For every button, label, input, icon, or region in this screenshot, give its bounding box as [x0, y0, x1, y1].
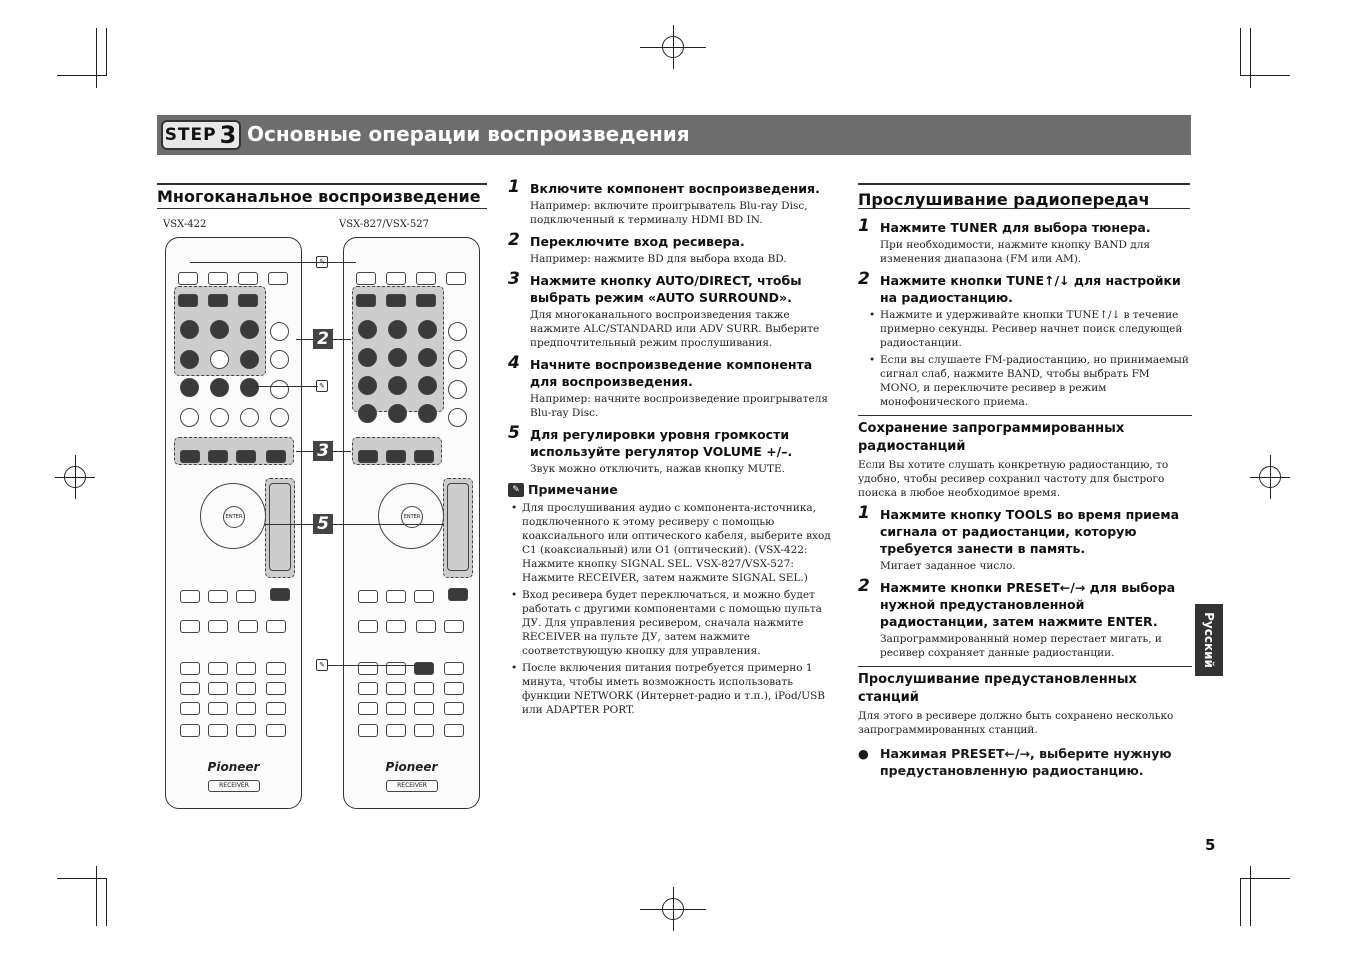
bd-button [180, 320, 199, 339]
ch-plus-button [444, 682, 464, 695]
ch-down-button [270, 350, 289, 369]
alc-standard-button [386, 450, 406, 463]
ch-minus-button [266, 702, 286, 715]
step-item [508, 177, 840, 227]
radio-heading: Прослушивание радиопередач [858, 190, 1150, 209]
note-item: • Для прослушивания аудио с компонента-источника, подключенного к этому ресиверу с помощью коаксиального или оптического кабеля, выберите вход C1 (коаксиальный) или O1 (оптический). (VSX-422: Нажмите кнопку SIGNAL SEL. VSX-827/VSX-527: Нажмите RECEIVER, затем нажмите SIGNAL SEL.) [508, 501, 840, 585]
step-item [508, 230, 840, 266]
step-word: STEP [164, 125, 217, 145]
crop-mark [673, 25, 674, 69]
dimmer-button [266, 724, 286, 737]
ch-plus-button [266, 682, 286, 695]
ch-minus-button [444, 702, 464, 715]
step-number: 2 [858, 269, 870, 289]
step-number: 1 [858, 503, 870, 523]
dvd-button [388, 348, 407, 367]
step-body: Например: нажмите BD для выбора входа BD. [530, 253, 787, 265]
language-tab [1195, 604, 1223, 676]
treble-down-button [416, 620, 436, 633]
tv-button [210, 378, 229, 397]
note-pen-icon: ✎ [316, 256, 328, 268]
step-body: Например: начните воспроизведение проигрывателя Blu-ray Disc. [530, 393, 829, 419]
transport-button [208, 590, 228, 603]
vol-up-button [448, 380, 467, 399]
accessed-button [180, 408, 199, 427]
volume-rocker [447, 483, 469, 571]
leader-line [264, 524, 444, 525]
crop-mark [1240, 75, 1290, 76]
transport-button [414, 590, 434, 603]
note-heading [508, 482, 840, 497]
step-item [858, 216, 1192, 266]
sleep-button [386, 272, 406, 285]
note-heading-label: Примечание [528, 482, 618, 497]
step-title: Нажмите кнопку TOOLS во время приема сигнала от радиостанции, которую требуется занести в память. [880, 507, 1180, 556]
adapter-button [418, 320, 437, 339]
phase-button [240, 408, 259, 427]
preset-intro: Если Вы хотите слушать конкретную радиостанцию, то удобно, чтобы ресивер сохранил частоту для быстрого поиска в любое необходимое время. [858, 459, 1169, 499]
input-select-left [208, 294, 228, 307]
step-title: Нажмите кнопки PRESET←/→ для выбора нужной предустановленной радиостанции, затем нажмите ENTER. [880, 580, 1176, 629]
bass-down-button [180, 620, 200, 633]
phase-button [386, 662, 406, 675]
crop-mark [57, 878, 107, 879]
section-rule [858, 183, 1190, 185]
vol-down-button [448, 408, 467, 427]
section-rule [157, 183, 487, 185]
receiver-power-button [178, 272, 198, 285]
remote-illustration-vsx422 [165, 237, 302, 809]
bass-down-button [358, 620, 378, 633]
step-body: При необходимости, нажмите кнопку BAND для изменения диапазона (FM или AM). [880, 239, 1151, 265]
num-0-button [386, 724, 406, 737]
step-item [508, 423, 840, 476]
sat-cbl-button [240, 350, 259, 369]
num-6-button [236, 682, 256, 695]
step-title: Нажмите кнопки TUNE↑/↓ для настройки на радиостанцию. [880, 273, 1181, 305]
vol-down-button [270, 408, 289, 427]
dvd-button [210, 320, 229, 339]
step-body: Звук можно отключить, нажав кнопку MUTE. [530, 463, 785, 475]
step-callout-5: 5 [313, 514, 333, 534]
step-callout-2: 2 [313, 329, 333, 349]
crop-mark [1270, 455, 1271, 499]
notes-list [508, 501, 840, 717]
listen-intro: Для этого в ресивере должно быть сохранено несколько запрограммированных станций. [858, 710, 1174, 736]
crop-mark [96, 866, 97, 926]
step-number: 3 [219, 121, 238, 149]
leader-line [328, 665, 418, 666]
note-item: • Нажмите и удерживайте кнопки TUNE↑/↓ в течение примерно секунды. Ресивер начнет поиск следующей радиостанции. [866, 308, 1192, 350]
num-7-button [180, 702, 200, 715]
preset-heading: Сохранение запрограммированных радиостанций [858, 421, 1125, 454]
ch-up-button [270, 322, 289, 341]
num-5-button [208, 682, 228, 695]
step-body: Запрограммированный номер перестает мигать, и ресивер сохраняет данные радиостанции. [880, 633, 1162, 659]
num-0-button [208, 724, 228, 737]
num-9-button [414, 702, 434, 715]
step-item [858, 269, 1192, 306]
s-retriever-button [210, 408, 229, 427]
sleep-button [208, 272, 228, 285]
disp-button [266, 662, 286, 675]
step-body: Мигает заданное число. [880, 560, 1016, 572]
step-item [508, 353, 840, 420]
note-pen-icon: ✎ [316, 380, 328, 392]
adv-surr-button [266, 450, 286, 463]
num-5-button [386, 682, 406, 695]
step-item [858, 503, 1192, 573]
direction-pad [378, 483, 444, 549]
cd-button [358, 404, 377, 423]
receiver-label: RECEIVER [208, 780, 260, 792]
bullet-icon: ● [858, 746, 869, 761]
step-item [858, 576, 1192, 660]
multichannel-heading: Многоканальное воспроизведение [157, 187, 481, 206]
signal-sel-button [240, 378, 259, 397]
note-item: • Если вы слушаете FM-радиостанцию, но принимаемый сигнал слаб, нажмите BAND, чтобы выбрать FM MONO, и переключите ресивер в режим монофонического приема. [866, 353, 1192, 409]
treble-down-button [238, 620, 258, 633]
pioneer-logo: Pioneer [207, 760, 260, 774]
note-item: • Вход ресивера будет переключаться, и можно будет работать с другими компонентами с помощью пульта ДУ. Для управления ресивером, сначала нажмите RECEIVER на пульте ДУ, затем нажмите соответствующую кнопку для управления. [508, 588, 840, 658]
language-label: Русский [1202, 612, 1216, 668]
step-body: Например: включите проигрыватель Blu-ray Disc, подключенный к терминалу HDMI BD IN. [530, 200, 808, 226]
crop-mark [57, 75, 107, 76]
header-banner [157, 115, 1191, 155]
bass-up-button [386, 620, 406, 633]
step-number: 2 [508, 230, 520, 250]
treble-up-button [444, 620, 464, 633]
receiver-button [178, 294, 198, 307]
step-number: 2 [858, 576, 870, 596]
step-title: Для регулировки уровня громкости используйте регулятор VOLUME +/–. [530, 427, 793, 459]
listen-step [858, 745, 1192, 779]
vol-up-button [270, 380, 289, 399]
clr-button [180, 724, 200, 737]
num-8-button [208, 702, 228, 715]
volume-rocker [269, 483, 291, 571]
mute-button [270, 588, 290, 601]
num-3-button [236, 662, 256, 675]
input-select-left [386, 294, 406, 307]
stereo-button [208, 450, 228, 463]
input-select-right [238, 294, 258, 307]
page-number: 5 [1205, 836, 1216, 854]
transport-button [358, 590, 378, 603]
tuner-button [180, 350, 199, 369]
section-rule [157, 208, 487, 209]
step-number: 1 [508, 177, 520, 197]
ipod-usb-button [388, 320, 407, 339]
crop-mark [75, 455, 76, 499]
video-button [418, 376, 437, 395]
pioneer-logo: Pioneer [385, 760, 438, 774]
step-number: 3 [508, 269, 520, 289]
playback-steps-column [508, 177, 840, 720]
tuner-button [418, 404, 437, 423]
step-number: 5 [508, 423, 520, 443]
transport-button [386, 590, 406, 603]
step-title: Нажмите кнопку AUTO/DIRECT, чтобы выбрать режим «AUTO SURROUND». [530, 273, 802, 305]
eq-button [358, 662, 378, 675]
auto-direct-button [358, 450, 378, 463]
step-body: Для многоканального воспроизведения также нажмите ALC/STANDARD или ADV SURR. Выберите предпочтительный режим прослушивания. [530, 309, 820, 349]
step-title: Начните воспроизведение компонента для воспроизведения. [530, 357, 813, 389]
model-label-vsx827: VSX-827/VSX-527 [339, 219, 429, 230]
tv-control-button [446, 272, 466, 285]
step-callout-3: 3 [313, 441, 333, 461]
num-7-button [358, 702, 378, 715]
input-select-right [416, 294, 436, 307]
crop-mark [1240, 878, 1241, 926]
num-8-button [386, 702, 406, 715]
ch-up-button [448, 322, 467, 341]
enter-button: ENTER [223, 506, 245, 528]
step-number: 1 [858, 216, 870, 236]
crop-mark [106, 28, 107, 76]
note-pen-icon: ✎ [316, 659, 328, 671]
tv-button [388, 404, 407, 423]
mute-button [448, 588, 468, 601]
divider [858, 666, 1192, 667]
leader-line [190, 262, 356, 263]
step-badge [161, 120, 241, 150]
adv-surr-button [414, 450, 434, 463]
shift-button [444, 724, 464, 737]
receiver-label: RECEIVER [386, 780, 438, 792]
bass-up-button [208, 620, 228, 633]
alc-standard-button [236, 450, 256, 463]
step-title: Нажмите TUNER для выбора тюнера. [880, 220, 1151, 235]
crop-mark [1250, 866, 1251, 926]
network-button [358, 320, 377, 339]
signal-sel-button [414, 662, 434, 675]
ch-down-button [448, 350, 467, 369]
crop-mark [96, 28, 97, 88]
note-pen-icon: ✎ [508, 483, 524, 497]
dimmer-button [358, 724, 378, 737]
step-item [508, 269, 840, 350]
disp-button [444, 662, 464, 675]
listen-step-text: Нажимая PRESET←/→, выберите нужную предустановленную радиостанцию. [880, 746, 1172, 778]
step-title: Включите компонент воспроизведения. [530, 181, 820, 196]
divider [858, 415, 1192, 416]
sat-cbl-button [358, 376, 377, 395]
step-number: 4 [508, 353, 520, 373]
listen-heading: Прослушивание предустановленных станций [858, 672, 1137, 705]
source-button [238, 272, 258, 285]
direction-pad [200, 483, 266, 549]
bd-button [358, 348, 377, 367]
page-title: Основные операции воспроизведения [247, 122, 690, 146]
crop-mark [106, 878, 107, 926]
transport-button [236, 590, 256, 603]
num-2-button [208, 662, 228, 675]
note-item: • После включения питания потребуется примерно 1 минута, чтобы иметь возможность использовать функции NETWORK (Интернет-радио и т.п.), iPod/USB или ADAPTER PORT. [508, 661, 840, 717]
tv-control-button [268, 272, 288, 285]
radio-column [858, 190, 1192, 779]
crop-mark [1240, 28, 1241, 76]
tuner-notes [858, 308, 1192, 409]
dvr-bdr-button [418, 348, 437, 367]
remote-illustration-vsx827 [343, 237, 480, 809]
crop-mark [673, 887, 674, 931]
enter-small-button [236, 724, 256, 737]
auto-direct-button [180, 450, 200, 463]
num-4-button [180, 682, 200, 695]
source-button [416, 272, 436, 285]
transport-button [180, 590, 200, 603]
leader-line [250, 386, 318, 387]
game-button [180, 378, 199, 397]
crop-mark [1250, 28, 1251, 88]
num-4-button [358, 682, 378, 695]
num-9-button [236, 702, 256, 715]
receiver-button [356, 294, 376, 307]
num-1-button [180, 662, 200, 675]
crop-mark [1240, 878, 1290, 879]
game-button [388, 376, 407, 395]
enter-button: ENTER [401, 506, 423, 528]
enter-small-button [414, 724, 434, 737]
treble-up-button [266, 620, 286, 633]
ipod-usb-button [210, 350, 229, 369]
num-6-button [414, 682, 434, 695]
cd-button [240, 320, 259, 339]
step-title: Переключите вход ресивера. [530, 234, 745, 249]
receiver-power-button [356, 272, 376, 285]
model-label-vsx422: VSX-422 [163, 219, 207, 230]
